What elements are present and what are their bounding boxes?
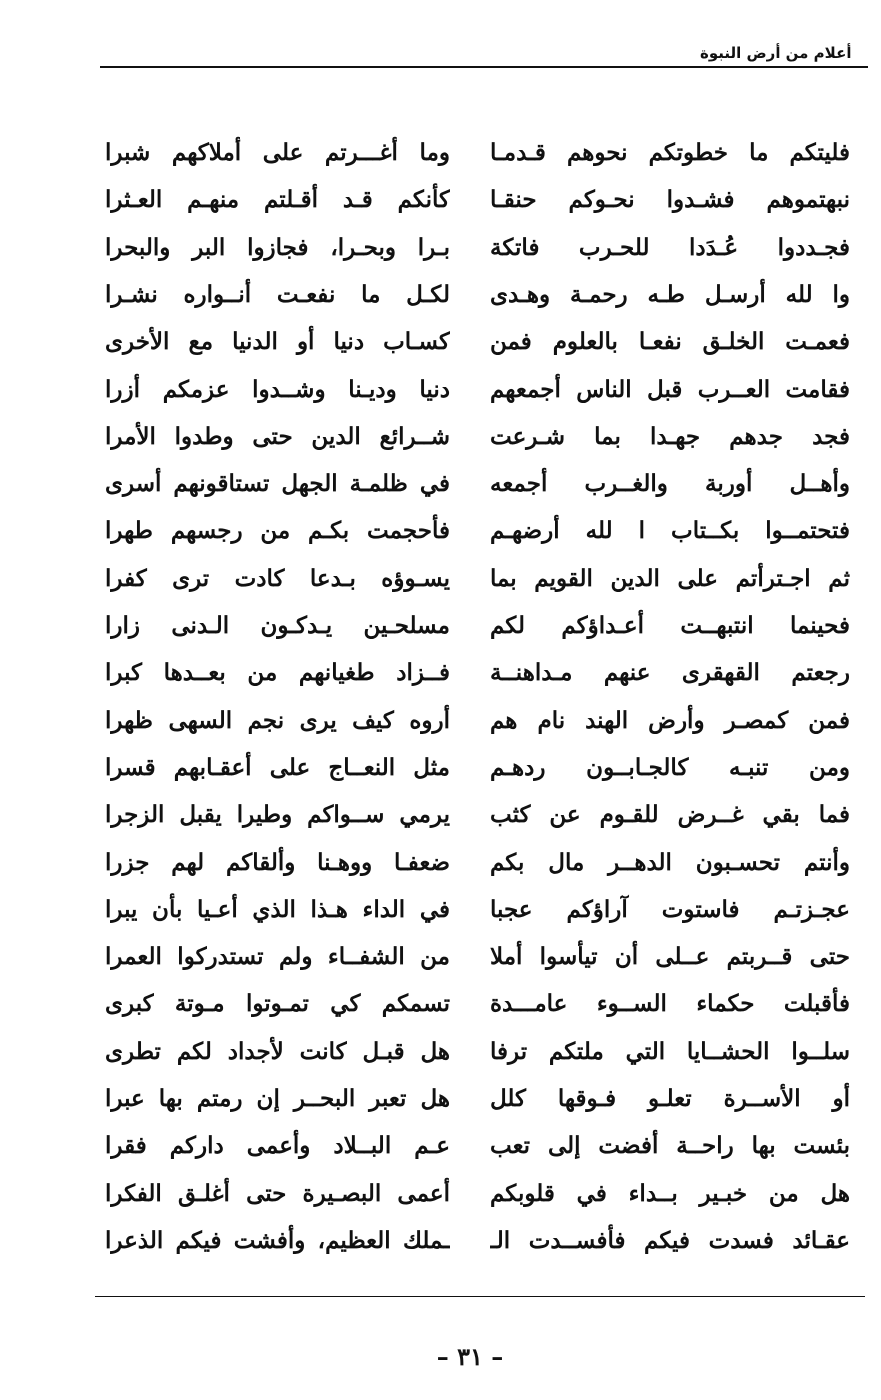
- verse-row: [60, 414, 850, 460]
- verse-first-hemistich: ومن تنبـه كالجـابــون ردهـم: [490, 753, 850, 781]
- verse-row: [60, 745, 850, 791]
- verse-second-hemistich: فــزاد طغيانهم من بعــدها كبرا: [105, 659, 450, 687]
- verse-first-hemistich: حتى قــربتم عــلى أن تيأسوا أملا: [490, 943, 850, 971]
- verse-row: [60, 650, 850, 696]
- verse-first-hemistich: فجـددوا عُـدَدا للحـرب فاتكة: [490, 233, 850, 261]
- verse-first-hemistich: فحينما انتبهــت أعـداؤكم لكم: [490, 612, 850, 639]
- verse-second-hemistich: يسـوؤه بـدعا كادت ترى كفرا: [105, 564, 450, 592]
- verse-row: [60, 1171, 850, 1217]
- verse-first-hemistich: فليتكم ما خطوتكم نحوهم قـدمـا: [490, 139, 850, 166]
- verse-row: [60, 367, 850, 413]
- verse-row: [60, 508, 850, 554]
- verse-second-hemistich: مسلحـين يـدكـون الـدنى زارا: [105, 612, 450, 639]
- verse-row: [60, 887, 850, 933]
- verse-first-hemistich: رجعتم القهقرى عنهم مـداهنــة: [490, 659, 850, 687]
- verse-second-hemistich: أعمى البصـيرة حتى أغلـق الفكرا: [105, 1179, 450, 1207]
- verse-first-hemistich: فما بقي غــرض للقـوم عن كثب: [490, 801, 850, 829]
- verse-second-hemistich: شــرائع الدين حتى وطدوا الأمرا: [105, 422, 450, 450]
- verse-first-hemistich: هل من خبـير بــداء في قلوبكم: [490, 1179, 850, 1207]
- verse-second-hemistich: تسمكم كي تمـوتوا مـوتة كبرى: [105, 990, 450, 1018]
- verse-row: [60, 556, 850, 602]
- verse-first-hemistich: فعمـت الخلـق نفعـا بالعلوم فمن: [490, 328, 850, 356]
- verse-row: [60, 272, 850, 318]
- verse-first-hemistich: أو الأســرة تعلـو فـوقها كلل: [490, 1085, 850, 1112]
- verse-first-hemistich: بئست بها راحــة أفضت إلى تعب: [490, 1132, 850, 1160]
- verse-row: [60, 792, 850, 838]
- verse-row: [60, 603, 850, 649]
- verse-row: [60, 461, 850, 507]
- verse-first-hemistich: فمن كمصـر وأرض الهند نام هم: [490, 706, 850, 734]
- verse-row: [60, 177, 850, 223]
- verse-second-hemistich: كسـاب دنيا أو الدنيا مع الأخرى: [105, 328, 450, 356]
- verse-second-hemistich: هل تعبر البحــر إن رمتم بها عبرا: [105, 1085, 450, 1112]
- verse-row: [60, 934, 850, 980]
- verse-second-hemistich: وما أغـــرتم على أملاكهم شبرا: [105, 139, 450, 166]
- verse-first-hemistich: عقـائد فسدت فيكم فأفســدت الـ: [490, 1226, 850, 1254]
- verse-first-hemistich: فجد جدهم جهـدا بما شـرعت: [490, 422, 850, 450]
- verse-row: [60, 1076, 850, 1122]
- verse-row: [60, 1029, 850, 1075]
- verse-first-hemistich: فأقبلت حكماء الســوء عامـــدة: [490, 990, 850, 1018]
- verse-second-hemistich: هل قبـل كانت لأجداد لكم تطرى: [105, 1037, 450, 1065]
- verse-row: [60, 1123, 850, 1169]
- verse-first-hemistich: وا لله أرسـل طـه رحمـة وهـدى: [490, 280, 850, 308]
- verse-second-hemistich: في الداء هـذا الذي أعـيا بأن يبرا: [105, 895, 450, 923]
- header-divider: [100, 66, 868, 68]
- verse-second-hemistich: ـملك العظيم، وأفشت فيكم الذعرا: [105, 1226, 450, 1254]
- poem-body: [60, 130, 850, 1270]
- page-number: – ٣١ –: [436, 1342, 504, 1371]
- footer-divider: [95, 1296, 865, 1297]
- verse-second-hemistich: أروه كيف يرى نجم السهى ظهرا: [105, 706, 450, 734]
- verse-first-hemistich: وأهــل أوربة والغــرب أجمعه: [490, 470, 850, 498]
- verse-second-hemistich: بـرا وبحـرا، فجازوا البر والبحرا: [105, 233, 450, 261]
- verse-first-hemistich: عجـزتـم فاستوت آراؤكم عجبا: [490, 895, 850, 923]
- verse-first-hemistich: ثم اجـترأتم على الدين القويم بما: [490, 564, 850, 592]
- verse-first-hemistich: فتحتمــوا بكــتاب ا لله أرضهـم: [490, 517, 850, 545]
- verse-first-hemistich: وأنتم تحسـبون الدهــر مال بكم: [490, 848, 850, 876]
- verse-second-hemistich: لكـل ما نفعـت أنــواره نشـرا: [105, 280, 450, 308]
- verse-first-hemistich: سلــوا الحشــايا التي ملتكم ترفا: [490, 1037, 850, 1065]
- verse-row: [60, 130, 850, 176]
- verse-row: [60, 225, 850, 271]
- verse-row: [60, 840, 850, 886]
- verse-row: [60, 1218, 850, 1264]
- verse-first-hemistich: نبهتموهم فشـدوا نحـوكم حنقـا: [490, 186, 850, 214]
- verse-second-hemistich: من الشفــاء ولم تستدركوا العمرا: [105, 943, 450, 971]
- running-header-title: أعلام من أرض النبوة: [700, 44, 852, 62]
- verse-row: [60, 981, 850, 1027]
- verse-second-hemistich: ضعفـا ووهـنا وألقاكم لهم جزرا: [105, 848, 450, 876]
- verse-second-hemistich: في ظلمـة الجهل تستاقونهم أسرى: [105, 470, 450, 498]
- verse-second-hemistich: عـم البــلاد وأعمى داركم فقرا: [105, 1132, 450, 1160]
- verse-row: [60, 698, 850, 744]
- verse-first-hemistich: فقامت العــرب قبل الناس أجمعهم: [490, 375, 850, 403]
- verse-second-hemistich: مثل النعــاج على أعقـابهم قسرا: [105, 753, 450, 781]
- verse-second-hemistich: فأحجمت بكـم من رجسهم طهرا: [105, 517, 450, 545]
- verse-row: [60, 319, 850, 365]
- verse-second-hemistich: دنيا وديـنا وشــدوا عزمكم أزرا: [105, 375, 450, 403]
- verse-second-hemistich: كأنكم قـد أقـلتم منهـم العـثرا: [105, 186, 450, 214]
- verse-second-hemistich: يرمي ســواكم وطيرا يقبل الزجرا: [105, 801, 450, 829]
